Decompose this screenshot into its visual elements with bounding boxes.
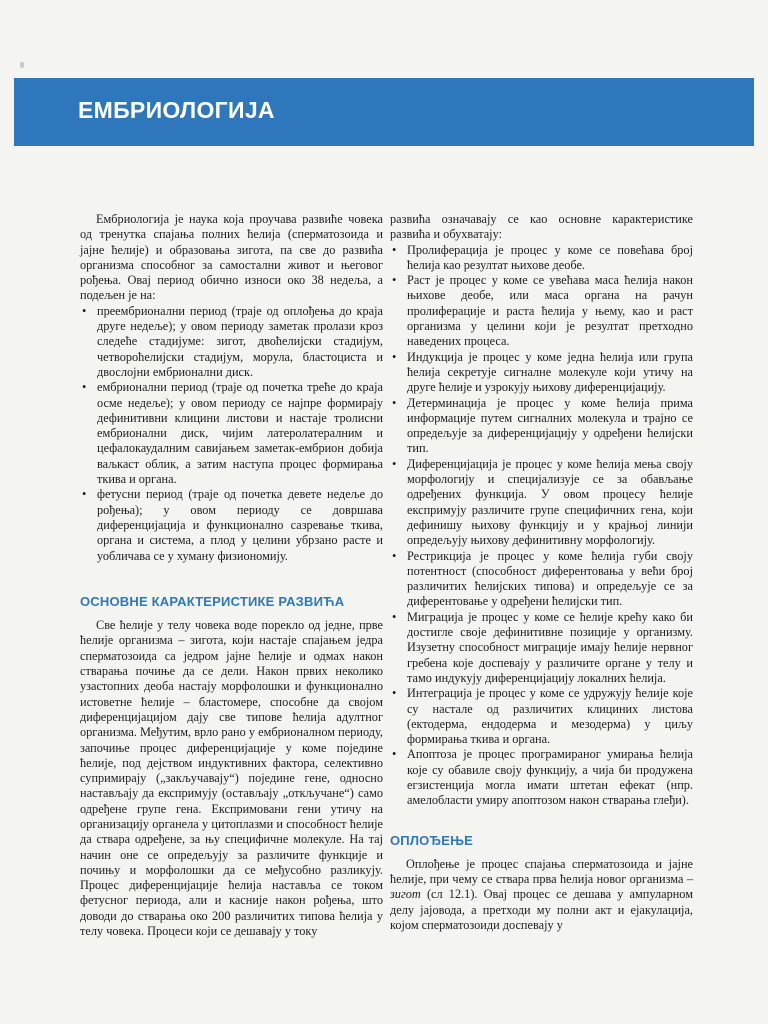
list-item: • Апоптоза је процес програмираног умирања ћелија које су обавиле своју функцију, а чија би продужена егзистенција могла имати штетан ефекат (нпр. амелобласти умиру апоптозом након стварања глеђи). [390,747,693,808]
chapter-title: ЕМБРИОЛОГИЈА [78,97,275,123]
list-item: • Раст је процес у коме се увећава маса ћелија након њихове деобе, или маса органа на рачун пролиферације и раста ћелија у њему, као и раст организма у целини који је резултат претходно наведених процеса. [390,273,693,349]
scan-speck [20,62,24,68]
section-heading: ОПЛОЂЕЊЕ [390,832,473,848]
term-italic: зигот [390,887,421,902]
list-item: • ембрионални период (траје од почетка треће до краја осме недеље); у овом периоду се најпре формирају дефинитивни клицини листови и настаје тролисни ембрионални диск, чијим латеролатералним и цефалокаудалним савијањем заметак-ембрион добија ваљкаст облик, а затим наступа процес формирања ткива и органа. [80,380,383,487]
period-list [80,304,383,564]
list-item: • Индукција је процес у коме једна ћелија или група ћелија секретује сигналне молекуле који утичу на друге ћелије и узрокују њихову диференцијацију. [390,350,693,396]
body-paragraph [390,857,693,933]
right-column [390,212,693,933]
intro-paragraph: Ембриологија је наука која проучава развиће човека од тренутка спајања полних ћелија (сперматозоида и јајне ћелије) и образовања зигота, па све до развића организма способног за самостални живот и његовог рођења. Овај период обично износи око 38 недеља, а подељен је на: [80,212,383,303]
list-item: • Пролиферација је процес у коме се повећава број ћелија као резултат њихове деобе. [390,243,693,274]
list-item: • фетусни период (траје од почетка девете недеље до рођења); у овом периоду се довршава диференцијација и функционално сазревање ткива, органа и система, а плод у целини убрзано расте и уобличава се у хуману физиономију. [80,487,383,563]
list-item: • Диференцијација је процес у коме ћелија мења своју морфологију и специјализује се за обављање одређених функција. У овом процесу ћелије експримују различите групе специфичних гена, који дефинишу њихову функцију и у крајњој линији опредељују њихову дефинитивну морфологију. [390,457,693,549]
list-item: • Миграција је процес у коме се ћелије крећу како би достигле своје дефинитивне позиције у организму. Изузетну способност миграције имају ћелије нервног гребена које доспевају у различите органе у телу и тамо индукују диференцијацију локалних ћелија. [390,610,693,686]
body-text: (сл 12.1). Овај процес се дешава у ампуларном делу јајовода, а претходи му полни акт и ејакулација, којом сперматозоиди доспевају у [390,887,693,933]
left-column [80,212,383,939]
list-item: • Рестрикција је процес у коме ћелија губи своју потентност (способност диферентовања у већи број различитих ћелијских типова) и опредељује се за диферентовање у одређени ћелијски тип. [390,549,693,610]
body-paragraph: Све ћелије у телу човека воде порекло од једне, прве ћелије организма – зигота, који настаје спајањем једра сперматозоида са једром јајне ћелије и одмах након стварања почиње да се дели. Након првих неколико узастопних деоба настају морфолошки и функционално истоветне ћелије – бластомере, способне да својом диференцијацијом дају све типове ћелија адултног организма. Међутим, врло рано у ембрионалном периоду, започиње процес диференцијације у коме поједине ћелије, под дејством индуктивних фактора, селективно супримирају („закључавају“) поједине гене, односно настављају да експримују (остављају „откључане“) само одређене групе гена. Експримовани гени утичу на организацију органела у цитоплазми и способност ћелије да ствара одређене, за њу специфичне молекуле. На тај начин оне се опредељују за различите функције и почињу и морфолошки да се међусобно разликују. Процес диференцијације ћелија наставља се током фетусног периода, али и касније након рођења, што доводи до стварања око 200 различитих типова ћелија у телу човека. Процеси који се дешавају у току [80,618,383,939]
continuation-paragraph: развића означавају се као основне карактеристике развића и обухватају: [390,212,693,242]
list-item: • Интеграција је процес у коме се удружују ћелије које су настале од различитих клициних листова (ектодерма, ендодерма и мезодерма) у циљу формирања ткива и органа. [390,686,693,747]
section-heading: ОСНОВНЕ КАРАКТЕРИСТИКЕ РАЗВИЋА [80,593,345,609]
chapter-banner [14,78,754,146]
list-item: • Детерминација је процес у коме ћелија прима информације путем сигналних молекула и трајно се опредељује за диференцијацију у одређени ћелијски тип. [390,396,693,457]
list-item: • преембрионални период (траје од оплођења до краја друге недеље); у овом периоду заметак пролази кроз следеће стадијуме: зигот, двоћелијски стадијум, четвороћелијски стадијум, морула, бластоциста и двослојни ембрионални диск. [80,304,383,380]
body-text: Оплођење је процес спајања сперматозоида и јајне ћелије, при чему се ствара прва ћелија новог организма – [390,856,693,887]
process-list [390,243,693,809]
